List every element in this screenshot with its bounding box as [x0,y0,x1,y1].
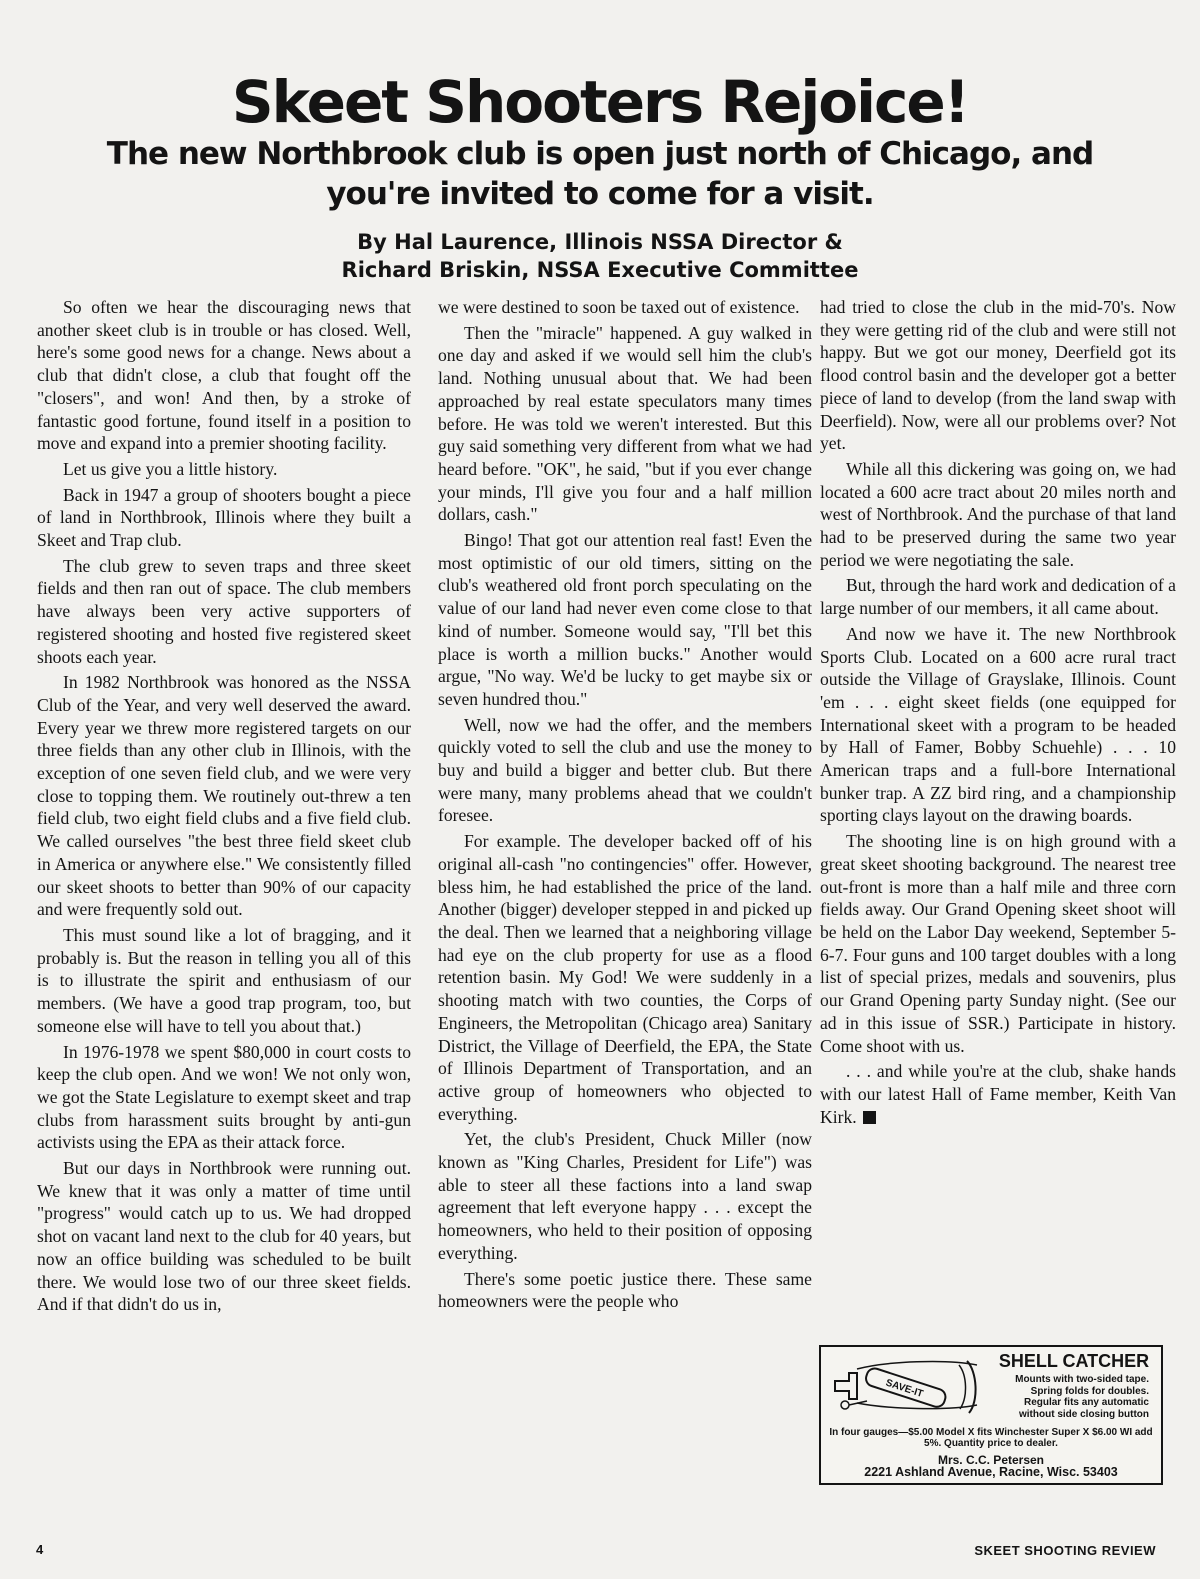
end-of-article-mark [863,1111,876,1124]
paragraph: The club grew to seven traps and three skeet fields and then ran out of space. The club members have always been very active supporters of registered shooting and hosted five registered skeet shoots each year. [37,555,411,667]
paragraph: Then the "miracle" happened. A guy walked in one day and asked if we would sell him the club's land. Nothing unusual about that. We had been approached by real estate speculators many times before. He was told we weren't interested. But this guy said something very different from what we had heard before. "OK", he said, "but if you ever change your minds, I'll give you four and a half million dollars, cash." [438,322,812,525]
paragraph: And now we have it. The new Northbrook Sports Club. Located on a 600 acre rural tract outside the Village of Grayslake, Illinois. Count 'em . . . eight skeet fields (one equipped for International skeet with a program to be headed by Hall of Famer, Bobby Schuehle) . . . 10 American traps and a full-bore International bunker trap. A ZZ bird ring, and a championship sporting clays layout on the drawing boards. [820,623,1176,826]
paragraph: had tried to close the club in the mid-70's. Now they were getting rid of the club and were still not happy. But we got our money, Deerfield got its flood control basin and the developer got a better piece of land to develop (from the land swap with Deerfield). Now, were all our problems over? Not yet. [820,297,1176,454]
paragraph: But our days in Northbrook were running out. We knew that it was only a matter of time until "progress" would catch up to us. We had dropped shot on vacant land next to the club for 40 years, but now an office building was scheduled to be built there. We would lose two of our three skeet fields. And if that didn't do us in, [37,1158,411,1315]
ad-seller: Mrs. C.C. Petersen [937,1453,1045,1467]
ad-pricing: In four gauges—$5.00 Model X fits Winchester Super X $6.00 WI add 5%. Quantity price to dealer. [829,1427,1153,1449]
paragraph: This must sound like a lot of bragging, and it probably is. But the reason in telling you all of this is to illustrate the spirit and enthusiasm of our members. (We have a good trap program, too, but someone else will have to tell you about that.) [37,924,411,1036]
paragraph: The shooting line is on high ground with a great skeet shooting background. The nearest tree out-front is more than a half mile and three corn fields away. Our Grand Opening skeet shoot will be held on the Labor Day weekend, September 5-6-7. Four guns and 100 target doubles with a long list of special prizes, medals and souvenirs, plus our Grand Opening party Sunday night. (See our ad in this issue of SSR.) Participate in history. Come shoot with us. [820,831,1176,1056]
paragraph: In 1982 Northbrook was honored as the NSSA Club of the Year, and very well deserved the award. Every year we threw more registered targets on our three fields than any other club in Illinois, with the exception of one seven field club, and we were very close to topping them. We routinely out-threw a ten field club, two eight field clubs and a five field club. We called ourselves "the best three field skeet club in America or anywhere else." We consistently filled our skeet shoots to better than 90% of our capacity and were frequently sold out. [37,672,411,920]
paragraph: Let us give you a little history. [63,458,278,479]
paragraph: There's some poetic justice there. These same homeowners were the people who [438,1268,812,1312]
paragraph: But, through the hard work and dedication of a large number of our members, it all came about. [820,575,1176,619]
shell-catcher-illustration [827,1351,987,1421]
ad-headline: SHELL CATCHER [998,1351,1150,1371]
paragraph: Back in 1947 a group of shooters bought a piece of land in Northbrook, Illinois where they built a Skeet and Trap club. [37,484,411,551]
closing-text: . . . and while you're at the club, shake hands with our latest Hall of Fame member, Keith Van Kirk. [820,1061,1176,1127]
paragraph: Well, now we had the offer, and the members quickly voted to sell the club and use the money to buy and build a bigger and better club. But there were many, many problems ahead that we couldn't foresee. [438,714,812,826]
paragraph: Bingo! That got our attention real fast! Even the most optimistic of our old timers, sitting on the club's weathered old front porch speculating on the value of our land had never even come close to that kind of number. Someone would say, "I'll bet this place is worth a million bucks." Another would argue, "No way. We'd be lucky to get maybe six or seven hundred thou." [438,530,812,709]
paragraph: For example. The developer backed off of his original all-cash "no contingencies" offer. However, bless him, he had established the price of the land. Another (bigger) developer stepped in and picked up the deal. Then we learned that a neighboring village had eye on the club property for use as a flood retention basin. My God! We were suddenly in a shooting match with two counties, the Corps of Engineers, the Metropolitan (Chicago area) Sanitary District, the Village of Deerfield, the EPA, the State of Illinois Department of Transportation, and an active group of homeowners who objected to everything. [438,831,812,1124]
paragraph: Yet, the club's President, Chuck Miller (now known as "King Charles, President for Life") was able to steer all these factions into a land swap agreement that left everyone happy . . . except the homeowners, who held to their position of opposing everything. [438,1129,812,1263]
ad-illustration-label: SAVE-IT [884,1377,925,1400]
paragraph: we were destined to soon be taxed out of existence. [438,297,800,317]
paragraph [820,1060,1176,1128]
page-number: 4 [36,1542,44,1557]
article-column-3 [820,296,1176,1131]
article-column-1 [37,296,411,1319]
article-title: Skeet Shooters Rejoice! [231,68,969,136]
paragraph: While all this dickering was going on, we had located a 600 acre tract about 20 miles north and west of Northbrook. And the purchase of that land had to be preserved during the same two year period we were negotiating the sale. [820,458,1176,570]
ad-address: 2221 Ashland Avenue, Racine, Wisc. 53403 [864,1465,1118,1479]
paragraph: In 1976-1978 we spent $80,000 in court costs to keep the club open. And we won! We not only won, we got the State Legislature to exempt skeet and trap clubs from harassment suits brought by anti-gun activists using the EPA as their attack force. [37,1041,411,1153]
article-subtitle: The new Northbrook club is open just north of Chicago, and you're invited to come for a visit. [106,136,1094,212]
byline [250,228,950,284]
article-column-2 [438,296,812,1316]
byline-line: By Hal Laurence, Illinois NSSA Director & [357,230,843,254]
shell-catcher-ad [819,1345,1163,1485]
publication-name: SKEET SHOOTING REVIEW [974,1543,1156,1558]
byline-line: Richard Briskin, NSSA Executive Committee [341,258,859,282]
paragraph: So often we hear the discouraging news that another skeet club is in trouble or has closed. Well, here's some good news for a change. News about a club that didn't close, a club that fought off the "closers", and won! And then, by a stroke of fantastic good fortune, found itself in a position to move and expand into a premier shooting facility. [37,297,411,454]
ad-description: Mounts with two-sided tape. Spring folds for doubles. Regular fits any automatic without side closing button [1015,1374,1149,1420]
